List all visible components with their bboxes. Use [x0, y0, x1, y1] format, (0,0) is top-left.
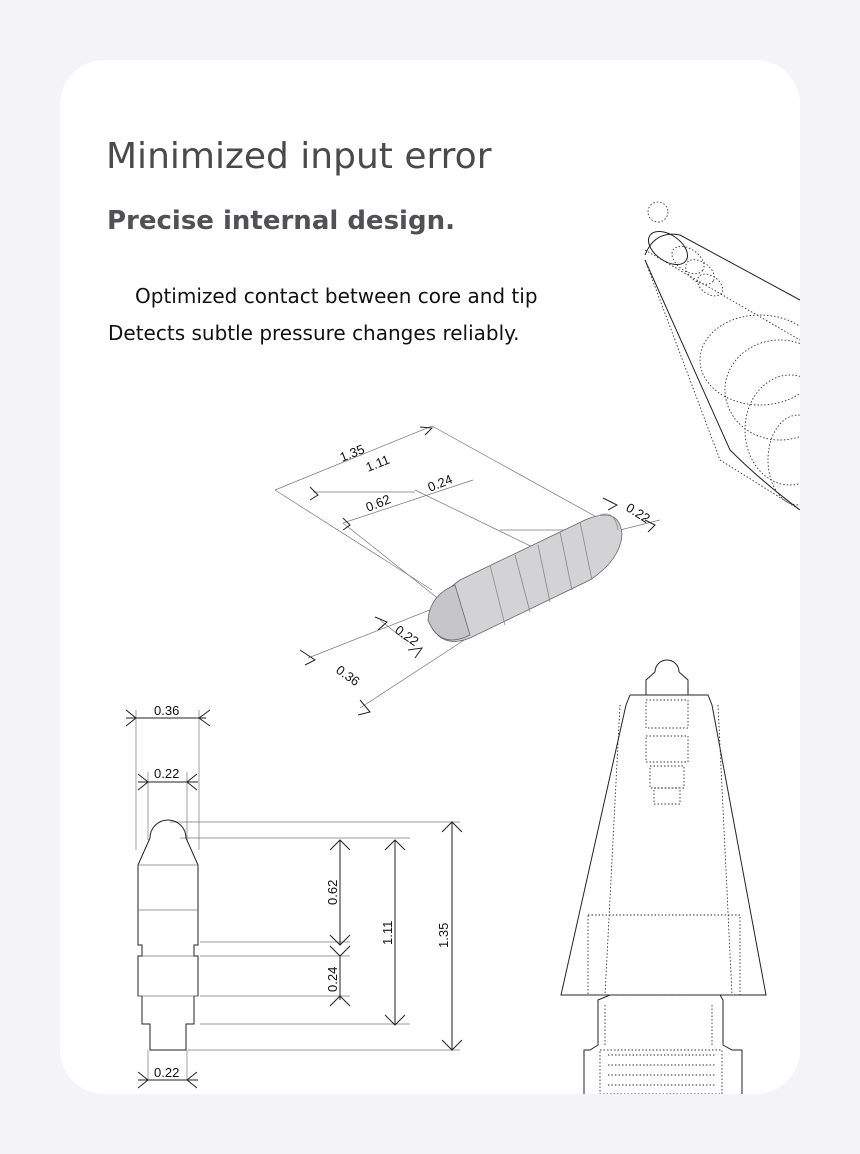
- side-dim-1-35: 1.35: [436, 922, 451, 948]
- pen-tip-cone-drawing: [60, 60, 800, 1094]
- iso-dim-0-62: 0.62: [363, 491, 393, 515]
- iso-dim-1-35: 1.35: [337, 441, 367, 465]
- page-subtitle: Precise internal design.: [107, 206, 455, 236]
- side-dim-0-36: 0.36: [154, 703, 180, 718]
- feature-card: [60, 60, 800, 1094]
- side-dim-0-62: 0.62: [325, 879, 340, 905]
- page-title: Minimized input error: [106, 136, 492, 177]
- cone-tip: [561, 660, 766, 1094]
- side-dim-0-22-bottom: 0.22: [154, 1065, 180, 1080]
- side-dim-0-24: 0.24: [325, 966, 340, 992]
- iso-dim-1-11: 1.11: [363, 451, 392, 475]
- iso-dim-0-22-front: 0.22: [392, 622, 422, 649]
- iso-dim-0-24: 0.24: [425, 471, 455, 495]
- iso-dim-0-22-right: 0.22: [623, 499, 653, 526]
- feature-line-contact: Optimized contact between core and tip: [135, 284, 538, 308]
- iso-dim-0-36: 0.36: [333, 662, 363, 689]
- side-dim-0-22-top: 0.22: [154, 766, 180, 781]
- feature-line-pressure: Detects subtle pressure changes reliably.: [108, 321, 520, 345]
- side-dim-1-11: 1.11: [380, 920, 395, 945]
